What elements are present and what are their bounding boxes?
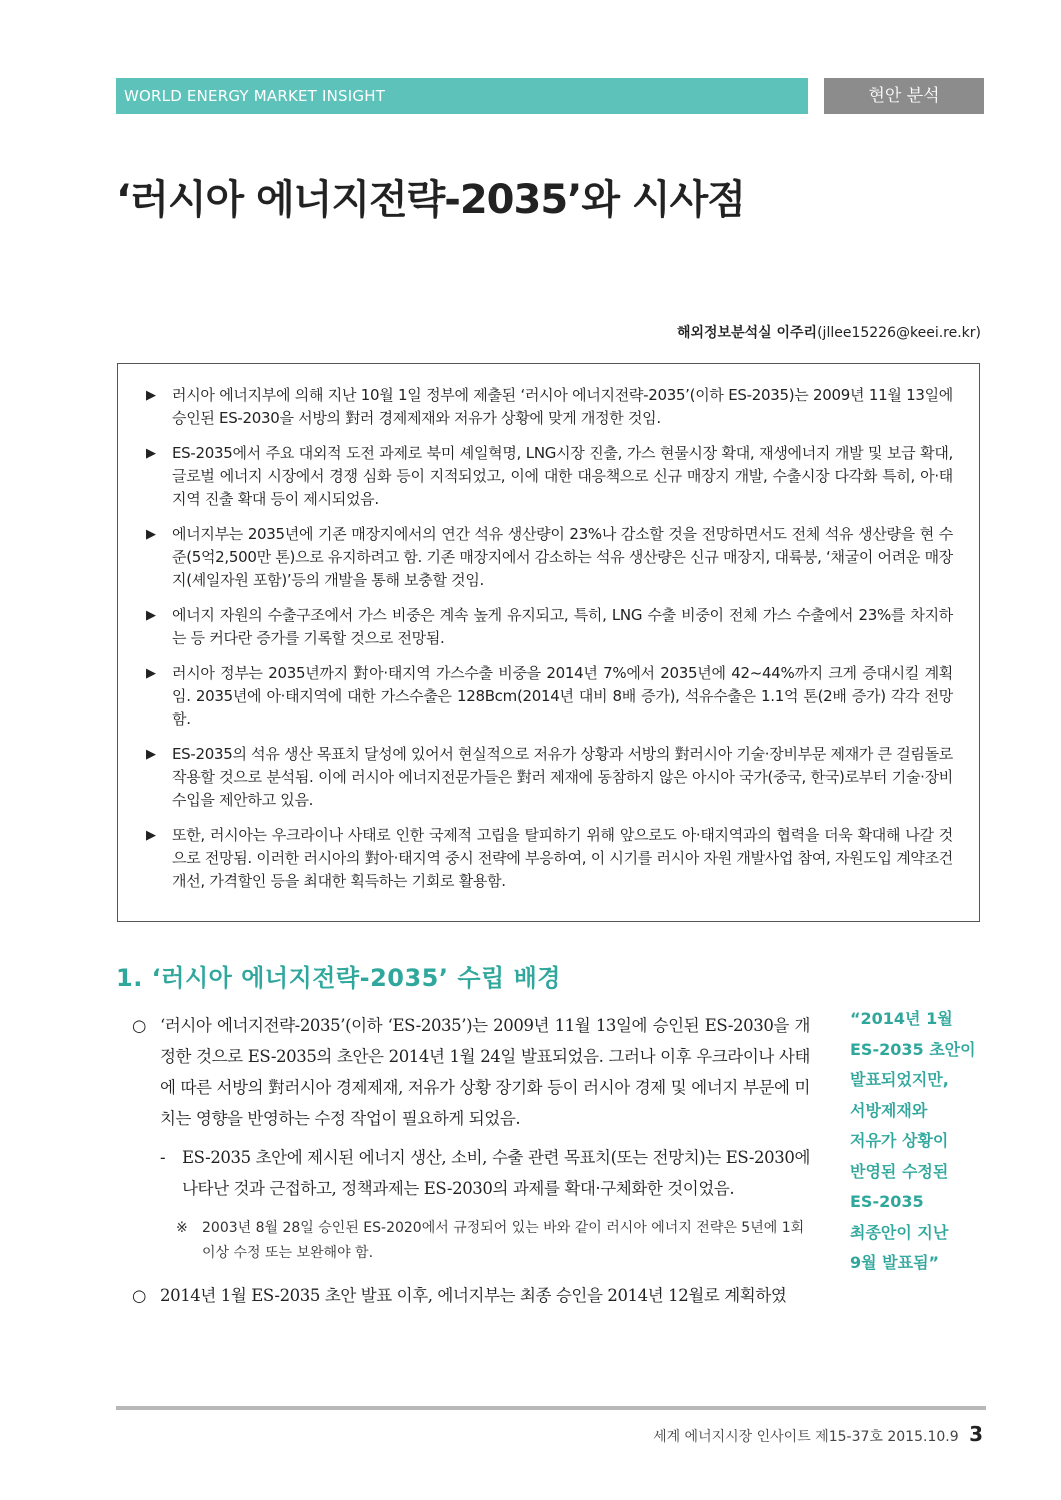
pull-quote-line: ES-2035 초안이 <box>850 1039 976 1059</box>
arrow-bullet-icon: ▶ <box>146 446 156 461</box>
footer-divider <box>116 1406 986 1410</box>
summary-item-text: 러시아 정부는 2035년까지 對아·태지역 가스수출 비중을 2014년 7%에서 2035년에 42~44%까지 크게 증대시킬 계획임. 2035년에 아·태지역에 대한 가스수출은 128Bcm(2014년 대비 8배 증가), 석유수출은 1.1억 톤(2배 증가) 각각 전망함. <box>172 664 953 728</box>
circle-bullet-icon: ○ <box>132 1016 146 1035</box>
arrow-bullet-icon: ▶ <box>146 527 156 542</box>
section-heading: 1. ‘러시아 에너지전략-2035’ 수립 배경 <box>116 964 561 992</box>
header-tag-text: 현안 분석 <box>868 86 940 106</box>
author-line <box>677 322 981 342</box>
summary-box <box>117 363 980 922</box>
summary-item-text: 러시아 에너지부에 의해 지난 10월 1일 정부에 제출된 ‘러시아 에너지전략-2035’(이하 ES-2035)는 2009년 11월 13일에 승인된 ES-2030을 서방의 對러 경제제재와 저유가 상황에 맞게 개정한 것임. <box>172 386 953 427</box>
body-paragraph <box>132 1010 810 1134</box>
summary-item-text: ES-2035의 석유 생산 목표치 달성에 있어서 현실적으로 저유가 상황과 서방의 對러시아 기술·장비부문 제재가 큰 걸림돌로 작용할 것으로 분석됨. 이에 러시아 에너지전문가들은 對러 제재에 동참하지 않은 아시아 국가(중국, 한국)로부터 기술·장비 수입을 제안하고 있음. <box>172 745 953 809</box>
pull-quote-line: 저유가 상황이 <box>850 1131 949 1150</box>
summary-item <box>146 604 953 650</box>
footer-publication: 세계 에너지시장 인사이트 <box>653 1429 811 1445</box>
circle-bullet-icon: ○ <box>132 1286 146 1305</box>
article-title: ‘러시아 에너지전략-2035’와 시사점 <box>116 177 745 223</box>
body-paragraph-text: 2014년 1월 ES-2035 초안 발표 이후, 에너지부는 최종 승인을 2014년 12월로 계획하였 <box>160 1286 787 1305</box>
header-band-text: WORLD ENERGY MARKET INSIGHT <box>124 87 386 105</box>
dash-bullet-icon: - <box>160 1148 166 1167</box>
pull-quote-line: 발표되었지만, <box>850 1070 949 1089</box>
summary-item-text: 또한, 러시아는 우크라이나 사태로 인한 국제적 고립을 탈피하기 위해 앞으로도 아·태지역과의 협력을 더욱 확대해 나갈 것으로 전망됨. 이러한 러시아의 對아·태지역 중시 전략에 부응하여, 이 시기를 러시아 자원 개발사업 참여, 자원도입 계약조건 개선, 가격할인 등을 최대한 획득하는 기회로 활용함. <box>172 826 953 890</box>
page-footer <box>653 1422 983 1446</box>
pull-quote-line: 서방제재와 <box>850 1100 928 1120</box>
summary-item <box>146 743 953 812</box>
body-subitem <box>132 1142 810 1204</box>
summary-item <box>146 384 953 430</box>
pull-quote-line: ES-2035 <box>850 1192 924 1211</box>
body-subitem-text: ES-2035 초안에 제시된 에너지 생산, 소비, 수출 관련 목표치(또는 전망치)는 ES-2030에 나타난 것과 근접하고, 정책과제는 ES-2030의 과제를 확대·구체화한 것이었음. <box>182 1148 810 1198</box>
pull-quote-line: “2014년 1월 <box>850 1009 953 1028</box>
header-band <box>116 78 808 114</box>
reference-mark-icon: ※ <box>176 1220 188 1236</box>
footer-issue: 제15-37호 2015.10.9 <box>815 1429 959 1445</box>
author-name: 해외정보분석실 이주리 <box>676 325 818 341</box>
author-email: (jllee15226@keei.re.kr) <box>817 325 981 341</box>
header-tag <box>824 78 984 114</box>
summary-item <box>146 824 953 893</box>
body-note <box>132 1216 810 1266</box>
summary-item <box>146 662 953 731</box>
summary-item <box>146 523 953 592</box>
pull-quote-line: 최종안이 지난 <box>850 1222 949 1242</box>
arrow-bullet-icon: ▶ <box>146 388 156 403</box>
pull-quote-line: 반영된 수정된 <box>850 1161 949 1181</box>
summary-item-text: 에너지부는 2035년에 기존 매장지에서의 연간 석유 생산량이 23%나 감소할 것을 전망하면서도 전체 석유 생산량을 현 수준(5억2,500만 톤)으로 유지하려고 함. 기존 매장지에서 감소하는 석유 생산량은 신규 매장지, 대륙붕, ‘채굴이 어려운 매장지(셰일자원 포함)’등의 개발을 통해 보충할 것임. <box>172 525 953 589</box>
summary-list <box>146 384 953 893</box>
summary-item-text: 에너지 자원의 수출구조에서 가스 비중은 계속 높게 유지되고, 특히, LNG 수출 비중이 전체 가스 수출에서 23%를 차지하는 등 커다란 증가를 기록할 것으로 전망됨. <box>172 606 953 647</box>
body-note-text: 2003년 8월 28일 승인된 ES-2020에서 규정되어 있는 바와 같이 러시아 에너지 전략은 5년에 1회 이상 수정 또는 보완해야 함. <box>202 1220 805 1261</box>
body-paragraph-text: ‘러시아 에너지전략-2035’(이하 ‘ES-2035’)는 2009년 11월 13일에 승인된 ES-2030을 개정한 것으로 ES-2035의 초안은 2014년 1월 24일 발표되었음. 그러나 이후 우크라이나 사태에 따른 서방의 對러시아 경제제재, 저유가 상황 장기화 등이 러시아 경제 및 에너지 부문에 미치는 영향을 반영하는 수정 작업이 필요하게 되었음. <box>160 1016 810 1128</box>
summary-item <box>146 442 953 511</box>
arrow-bullet-icon: ▶ <box>146 608 156 623</box>
pull-quote <box>850 1004 990 1279</box>
arrow-bullet-icon: ▶ <box>146 828 156 843</box>
pull-quote-line: 9월 발표됨” <box>850 1253 940 1272</box>
page-number: 3 <box>969 1422 983 1446</box>
body-paragraph <box>132 1280 810 1311</box>
arrow-bullet-icon: ▶ <box>146 666 156 681</box>
section-body <box>132 1010 810 1319</box>
summary-item-text: ES-2035에서 주요 대외적 도전 과제로 북미 셰일혁명, LNG시장 진출, 가스 현물시장 확대, 재생에너지 개발 및 보급 확대, 글로벌 에너지 시장에서 경쟁 심화 등이 지적되었고, 이에 대한 대응책으로 신규 매장지 개발, 수출시장 다각화 특히, 아·태지역 진출 확대 등이 제시되었음. <box>172 444 953 508</box>
arrow-bullet-icon: ▶ <box>146 747 156 762</box>
